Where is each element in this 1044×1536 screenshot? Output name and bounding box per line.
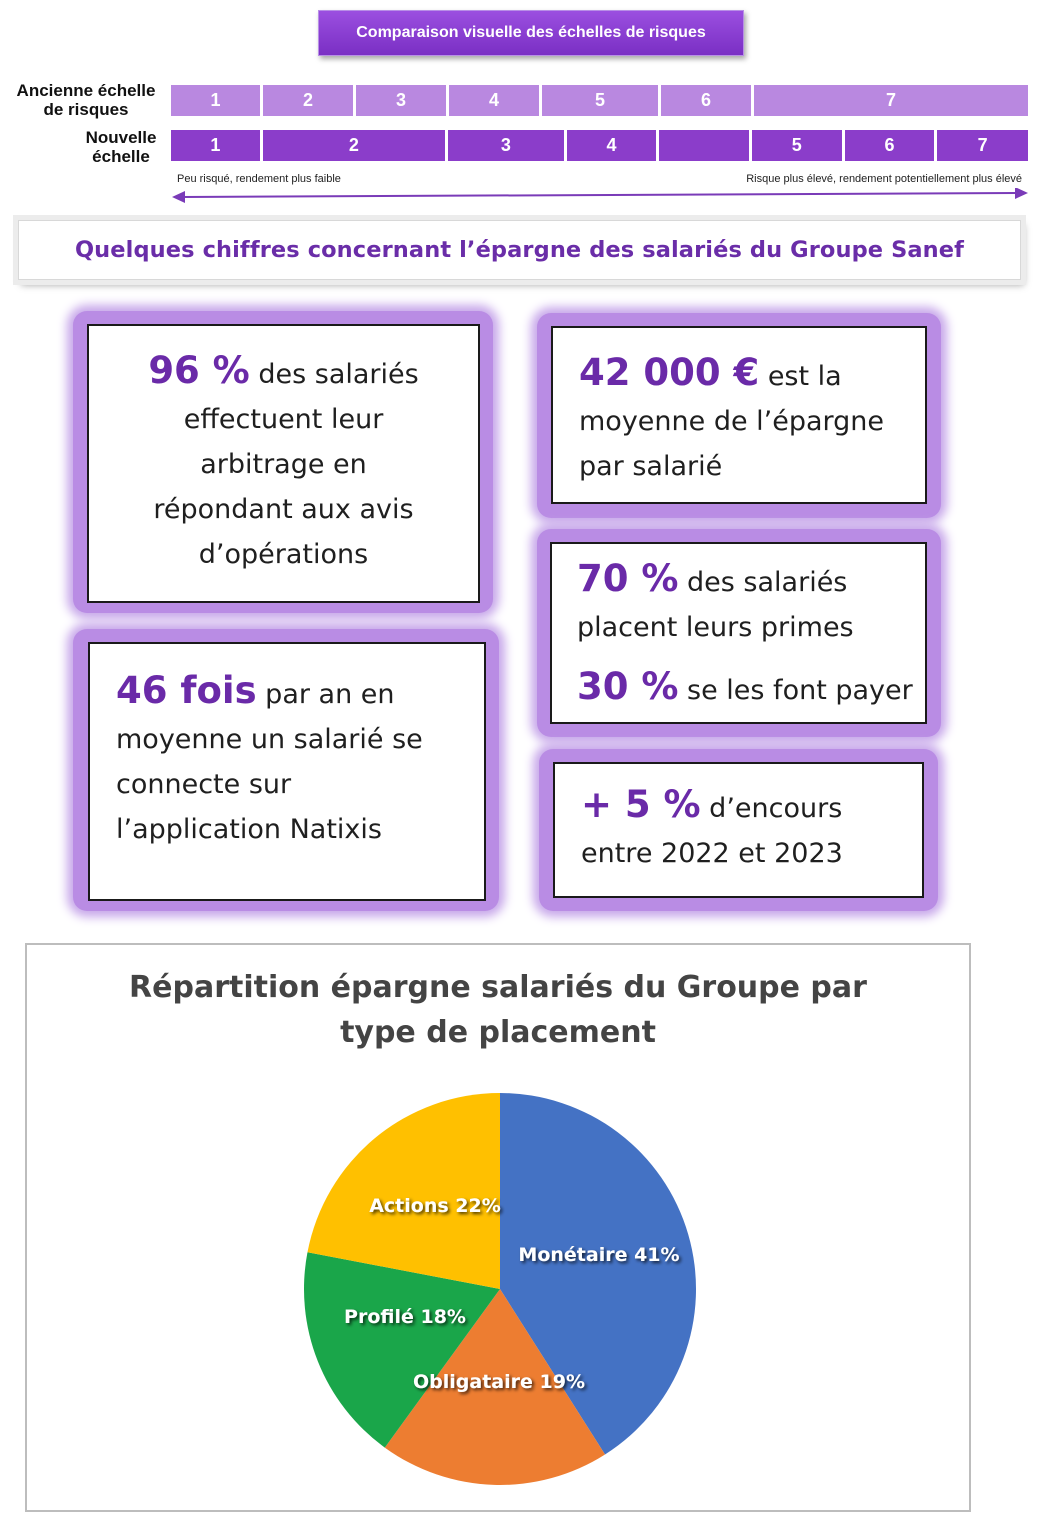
- stat-text: entre 2022 et 2023: [581, 838, 843, 869]
- section-title: Quelques chiffres concernant l’épargne des salariés du Groupe Sanef: [74, 237, 965, 263]
- stat-value: + 5 %: [581, 783, 701, 826]
- old-scale-cell: 5: [542, 85, 658, 116]
- new-scale-cell: 2: [263, 130, 445, 161]
- old-scale-cell: 3: [356, 85, 446, 116]
- scale-title: Comparaison visuelle des échelles de risques: [318, 10, 744, 56]
- stat-value: 42 000 €: [579, 351, 760, 394]
- stat-text: placent leurs primes: [577, 612, 854, 643]
- stat-card-encours: [553, 762, 924, 898]
- stat-value: 96 %: [148, 349, 250, 392]
- old-scale-cell: 2: [263, 85, 353, 116]
- pie-label-profilé: Profilé 18%: [344, 1306, 466, 1328]
- stat-text: des salariés: [678, 567, 848, 598]
- stat-value: 46 fois: [116, 669, 257, 712]
- high-risk-caption: Risque plus élevé, rendement potentiellement plus élevé: [746, 173, 1022, 185]
- old-scale-label: Ancienne échelle de risques: [16, 81, 156, 119]
- new-scale-cell: 7: [937, 130, 1028, 161]
- stat-text: par an en: [256, 679, 395, 710]
- new-scale-row: [171, 130, 1028, 161]
- stat-text: connecte sur: [116, 769, 292, 800]
- pie-chart: [27, 945, 973, 1514]
- old-scale-cell: 1: [171, 85, 260, 116]
- stat-text: d’encours: [700, 793, 843, 824]
- new-scale-cell: 6: [845, 130, 935, 161]
- old-scale-cell: 7: [754, 85, 1028, 116]
- stat-value: 30 %: [577, 665, 679, 708]
- new-scale-cell: 3: [448, 130, 564, 161]
- stat-card-primes: [550, 542, 927, 724]
- low-risk-caption: Peu risqué, rendement plus faible: [177, 173, 341, 185]
- stat-text: arbitrage en: [200, 449, 367, 480]
- chart-frame: [25, 943, 971, 1512]
- risk-arrow-icon: [172, 188, 1028, 206]
- pie-label-obligataire: Obligataire 19%: [413, 1371, 585, 1393]
- stat-card-moyenne: [551, 326, 927, 504]
- section-header: [18, 220, 1021, 280]
- stat-text: moyenne de l’épargne: [579, 406, 885, 437]
- pie-label-monétaire: Monétaire 41%: [518, 1244, 680, 1266]
- stat-card-arbitrage: [87, 324, 480, 603]
- pie-label-actions: Actions 22%: [369, 1195, 501, 1217]
- new-scale-cell: 1: [171, 130, 260, 161]
- stat-text: des salariés: [249, 359, 419, 390]
- new-scale-cell: 4: [567, 130, 657, 161]
- new-scale-cell: [659, 130, 749, 161]
- stat-text: moyenne un salarié se: [116, 724, 423, 755]
- new-scale-cell: 5: [752, 130, 842, 161]
- stat-text: l’application Natixis: [116, 814, 382, 845]
- stat-text: se les font payer: [678, 675, 913, 706]
- new-scale-label: Nouvelle échelle: [85, 128, 157, 166]
- stat-text: effectuent leur: [183, 404, 384, 435]
- stat-text: est la: [759, 361, 842, 392]
- stat-text: d’opérations: [198, 539, 369, 570]
- old-scale-cell: 6: [661, 85, 751, 116]
- stat-text: par salarié: [579, 451, 723, 482]
- old-scale-row: [171, 85, 1028, 116]
- chart-title: Répartition épargne salariés du Groupe par type de placement: [129, 970, 867, 1050]
- stat-text: répondant aux avis: [153, 494, 414, 525]
- old-scale-cell: 4: [449, 85, 539, 116]
- stat-value: 70 %: [577, 557, 679, 600]
- stat-card-connexions: [88, 642, 486, 901]
